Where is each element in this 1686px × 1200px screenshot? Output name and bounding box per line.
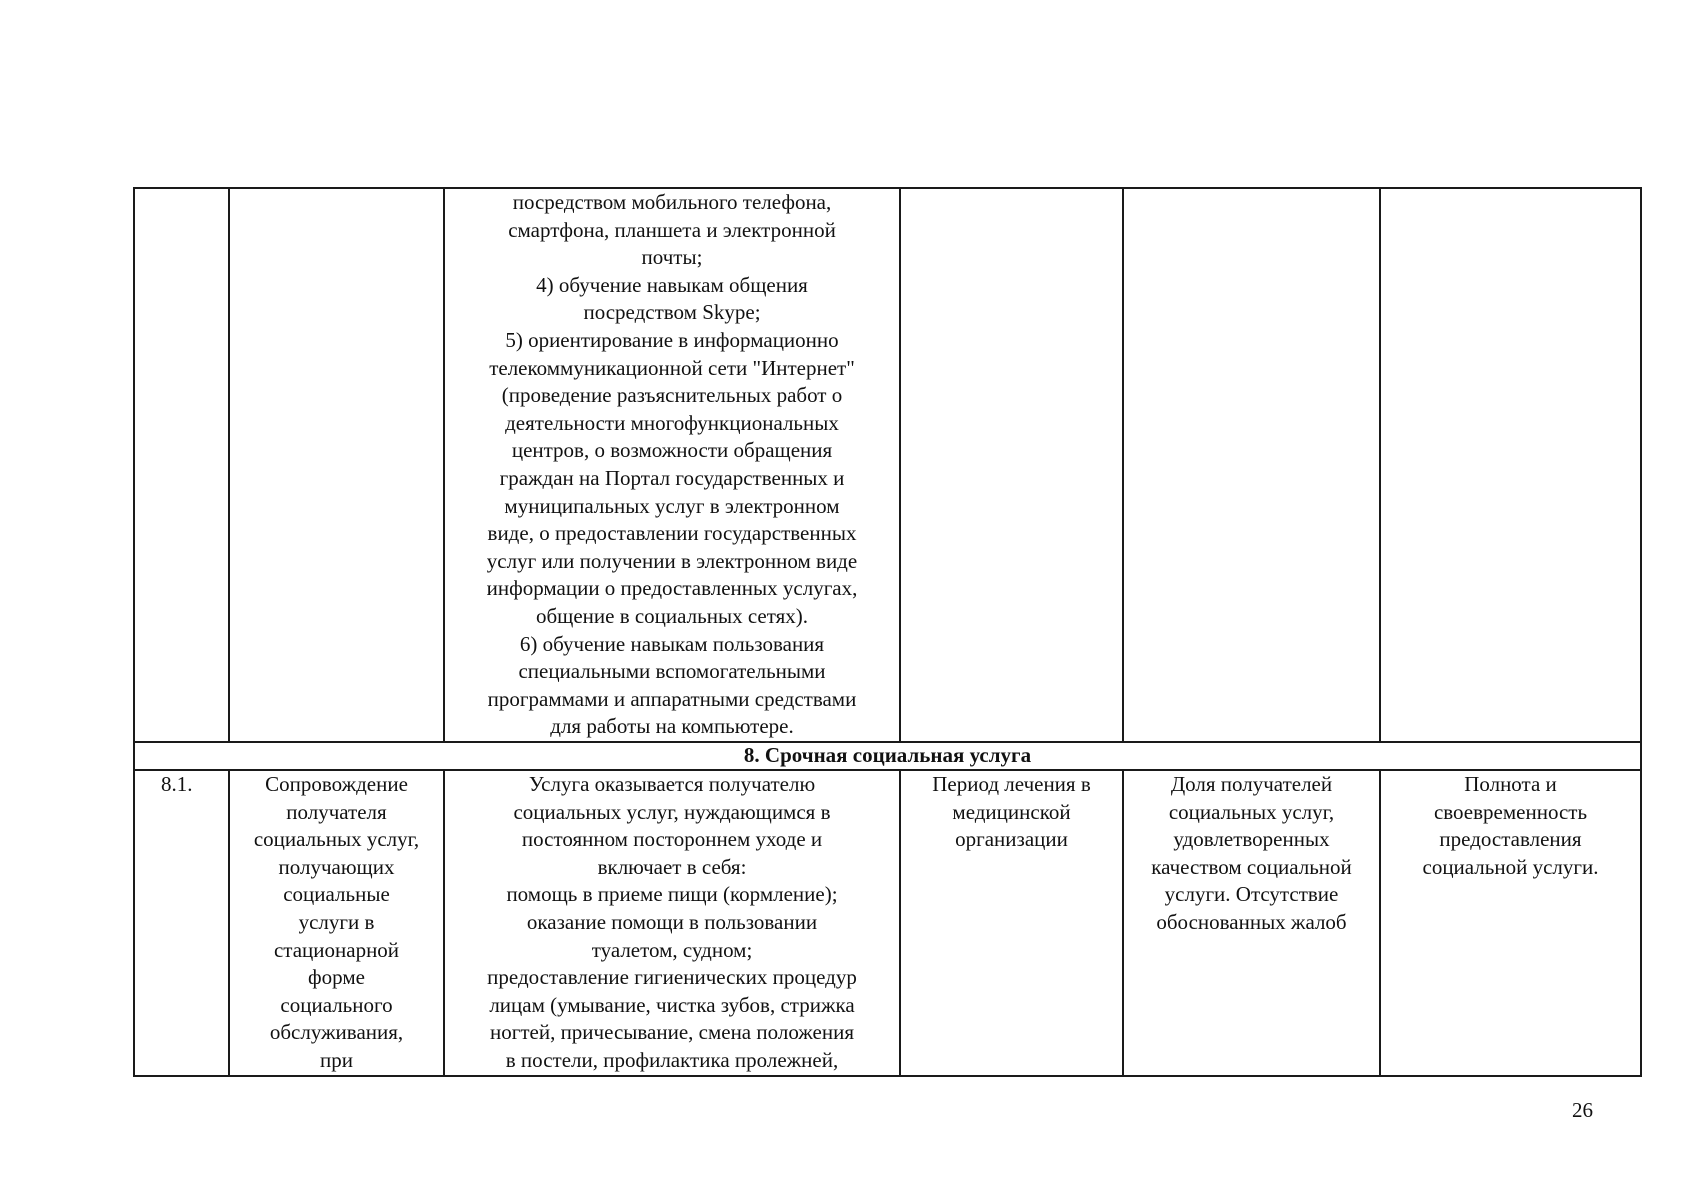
service-name-cell: Сопровождение получателя социальных услуг, получающих социальные услуги в стационарной форме социального обслуживания, при [229, 770, 444, 1076]
service-description-cell: посредством мобильного телефона, смартфона, планшета и электронной почты; 4) обучение навыкам общения посредством Skype; 5) ориентирование в информационно телекоммуникационной сети "Интернет" (проведение разъяснительных работ о деятельности многофункциональных центров, о возможности обращения граждан на Портал государственных и муниципальных услуг в электронном виде, о предоставлении государственных услуг или получении в электронном виде информации о предоставленных услугах, общение в социальных сетях). 6) обучение навыкам пользования специальными вспомогательными программами и аппаратными средствами для работы на компьютере. [444, 188, 900, 742]
services-table [133, 187, 1642, 1077]
service-description-cell: Услуга оказывается получателю социальных услуг, нуждающимся в постоянном постороннем уходе и включает в себя: помощь в приеме пищи (кормление); оказание помощи в пользовании туалетом, судном; предоставление гигиенических процедур лицам (умывание, чистка зубов, стрижка ногтей, причесывание, смена положения в постели, профилактика пролежней, [444, 770, 900, 1076]
page-number: 26 [1572, 1098, 1593, 1122]
service-period-cell [900, 188, 1123, 742]
conditions-cell: Полнота и своевременность предоставления социальной услуги. [1380, 770, 1641, 1076]
service-period-cell: Период лечения в медицинской организации [900, 770, 1123, 1076]
table-row [134, 770, 1641, 1076]
section-header-row [134, 742, 1641, 770]
quality-indicators-cell: Доля получателей социальных услуг, удовлетворенных качеством социальной услуги. Отсутствие обоснованных жалоб [1123, 770, 1380, 1076]
quality-indicators-cell [1123, 188, 1380, 742]
conditions-cell [1380, 188, 1641, 742]
number-cell [134, 188, 229, 742]
service-name-cell [229, 188, 444, 742]
section-title: 8. Срочная социальная услуга [134, 742, 1641, 770]
number-cell: 8.1. [134, 770, 229, 1076]
table-row [134, 188, 1641, 742]
